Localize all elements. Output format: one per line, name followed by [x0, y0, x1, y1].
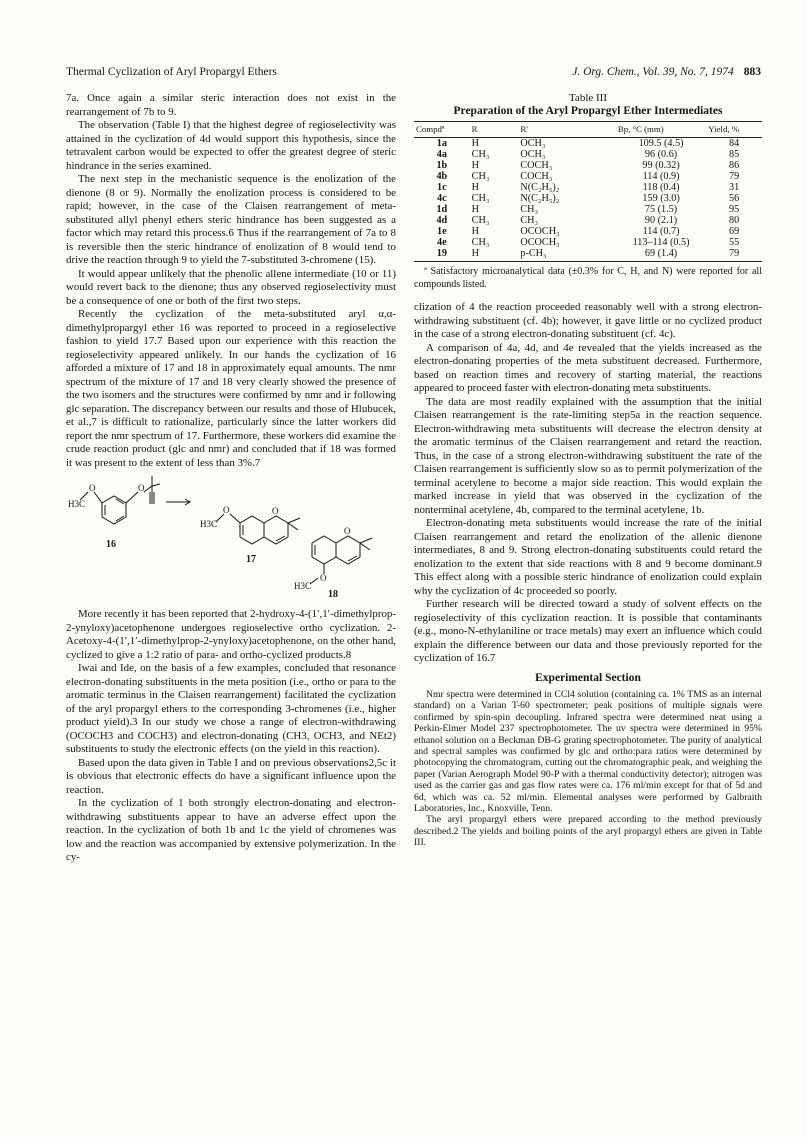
table-iii: [414, 121, 762, 262]
label-h3c-16: H3C: [68, 499, 86, 509]
table-cell: 99 (0.32): [642, 160, 680, 171]
table-cell: 1d: [436, 204, 448, 215]
compound-number-18: 18: [328, 589, 338, 600]
table-cell: 4d: [436, 215, 448, 226]
table-row: [414, 193, 762, 204]
paragraph: Based upon the data given in Table I and on previous observations2,5c it is obvious that electronic effects do have a significant influence upon the reaction.: [66, 756, 396, 796]
running-head-title: Thermal Cyclization of Aryl Propargyl Ethers: [66, 66, 277, 78]
experimental-paragraph: Nmr spectra were determined in CCl4 solution (containing ca. 1% TMS as an internal standard) on a Varian T-60 spectrometer; peak positions of multiple signals were confirmed by spin-spin decoupling. Infrared spectra were determined neat using a Perkin-Elmer Model 237 spectrophotometer. The uv spectra were determined in 95% ethanol solution on a Beckman DB-G grating spectrophotometer. The purity of analytical and spectral samples was confirmed by glc and ortho:para ratios were determined by photocopying the chromatogram, cutting out the chromatographic peak, and weighing the paper (Varian Aerograph Model 90-P with a thermal conductivity detector); nitrogen was used as the carrier gas and gas flow rates were ca. 176 ml/min except for that of 5d and 6d, which was ca. 52 ml/min. Elemental analyses were performed by Galbraith Laboratories, Inc., Knoxville, Tenn.: [414, 689, 762, 815]
table-cell: H: [470, 248, 519, 262]
table-cell: CH₃: [520, 215, 539, 226]
table-cell: CH₃: [471, 237, 490, 248]
table-cell: OCOCH₃: [520, 226, 560, 237]
table-cell: 114 (0.9): [642, 171, 680, 182]
column-header: Yield, %: [706, 122, 762, 138]
table-cell: 90 (2.1): [644, 215, 678, 226]
table-row: [414, 160, 762, 171]
table-cell: 56: [729, 193, 740, 204]
label-o-18b: O: [344, 526, 351, 536]
table-number: Table III: [568, 92, 607, 104]
label-o-17a: O: [223, 505, 230, 515]
table-cell: 159 (3.0): [642, 193, 680, 204]
label-o-16b: O: [138, 483, 145, 493]
chromene-ring-18: [312, 536, 336, 564]
column-header: R: [470, 122, 519, 138]
column-header: Bp, °C (mm): [616, 122, 706, 138]
paragraph: The observation (Table I) that the highest degree of regioselectivity was attained in the cyclization of 4d would support this hypothesis, since the tetravalent carbon would be expected to offer the greatest degree of steric hindrance in the series examined.: [66, 119, 396, 172]
table-footnote: ª Satisfactory microanalytical data (±0.3% for C, H, and N) were reported for all compounds listed.: [414, 266, 762, 290]
table-row: [414, 171, 762, 182]
table-cell: 69: [729, 226, 740, 237]
paragraph: More recently it has been reported that 2-hydroxy-4-(1′,1′-dimethylprop-2-ynyloxy)acetophenone undergoes regioselective ortho cyclization. 2-Acetoxy-4-(1′,1′-dimethylprop-2-ynyloxy)acetophenone, on the other hand, cyclized to give a 1:2 ratio of para- and ortho-cyclized products.8: [66, 608, 396, 661]
table-cell: 114 (0.7): [642, 226, 680, 237]
table-cell: 4a: [436, 149, 447, 160]
table-cell: OCH₃: [520, 149, 546, 160]
table-cell: N(C₂H₅)₂: [520, 193, 560, 204]
table-cell: COCH₃: [520, 171, 553, 182]
paragraph: It would appear unlikely that the phenolic allene intermediate (10 or 11) would revert back to the dienone; thus any observed regioselectivity must be a consequence of one or both of the first two steps.: [66, 267, 396, 307]
paragraph: In the cyclization of 1 both strongly electron-donating and electron-withdrawing substituents appear to have an adverse effect upon the reaction. In the cyclization of both 1b and 1c the yield of chromenes was low and the reaction was accompanied by extensive polymerization. In the cy-: [66, 797, 396, 863]
table-cell: 1c: [437, 182, 447, 193]
paragraph: Recently the cyclization of the meta-substituted aryl α,α-dimethylpropargyl ether 16 was reported to proceed in a regioselective fashion to yield 17.7 Based upon our experience with this reaction the regioselectivity appeared unlikely. In our hands the cyclization of 16 afforded a mixture of 17 and 18 in approximately equal amounts. The nmr spectrum of the mixture of 17 and 18 very clearly showed the presence of the two isomers and the structures were confirmed by nmr and ir following glc separation. The discrepancy between our results and those of Hlubucek, et al.,7 is difficult to rationalize, particularly since the latter workers did report the nmr spectrum of 17. Furthermore, these workers did examine the crude reaction product (glc and nmr) and concluded that if 18 was formed it was present to the extent of less than 3%.7: [66, 308, 396, 469]
table-cell: OCH₃: [520, 138, 546, 149]
label-o-17b: O: [272, 506, 279, 516]
paragraph: Iwai and Ide, on the basis of a few examples, concluded that resonance electron-donating substituents in the meta position (i.e., ortho or para to the aromatic terminus in the Claisen rearrangement) facilitated the cyclization of the aryl propargyl ethers to the corresponding 3-chromenes (i.e., higher product yield).3 In our study we chose a range of electron-withdrawing (OCOCH3 and COCH3) and electron-donating (CH3, OCH3, and NEt2) substituents to study the electronic effects (on the yield in this reaction).: [66, 662, 396, 755]
table-cell: 113–114 (0.5): [632, 237, 690, 248]
table-cell: 109.5 (4.5): [638, 138, 684, 149]
table-cell: H: [471, 226, 480, 237]
benzene-ring-16: [102, 496, 126, 524]
table-row: [414, 204, 762, 215]
column-header: R′: [518, 122, 615, 138]
table-row: [414, 138, 762, 150]
table-cell: H: [471, 160, 480, 171]
table-cell: CH₃: [520, 204, 539, 215]
table-cell: COCH₃: [520, 160, 553, 171]
table-row: [414, 237, 762, 248]
label-o-16a: O: [89, 483, 96, 493]
table-cell: 1b: [436, 160, 448, 171]
paragraph: The next step in the mechanistic sequence is the enolization of the dienone (8 or 9). Normally the enolization process is considered to be rapid; however, in the case of the Claisen rearrangement of meta-substituted allyl phenyl ethers steric hindrance has been suggested as a factor which may retard this process.6 Thus if the rearrangement of 7a to 8 is reversible then the steric hindrance of enolization of 8 would tend to drive the reaction through 9 to yield the 7-substituted 3-chromene (15).: [66, 173, 396, 266]
table-cell: 86: [729, 160, 740, 171]
compound-number-17: 17: [246, 554, 256, 565]
running-head-journal: [572, 66, 761, 78]
table-cell: 118 (0.4): [642, 182, 680, 193]
table-cell: H: [471, 138, 480, 149]
label-h3c-18: H3C: [294, 581, 312, 591]
table-cell: 79: [706, 248, 762, 262]
paragraph: A comparison of 4a, 4d, and 4e revealed that the yields increased as the electron-donating properties of the meta substituent decreased. Furthermore, based on reaction times and recovery of starting material, the reactions appeared to proceed faster with electron-donating meta substituents.: [414, 341, 762, 394]
table-cell: CH₃: [471, 171, 490, 182]
table-cell: p-CH₃: [518, 248, 615, 262]
paragraph: Electron-donating meta substituents would increase the rate of the initial Claisen rearrangement and retard the enolization of the allenic dienone intermediates, 8 and 9. Strong electron-donating substituents could retard the enolization to the extent that side reactions with 8 and 9 become dominant.9 This effect along with a possible steric hindrance of enolization could explain why the cyclization of 4c proceeded so poorly.: [414, 517, 762, 597]
table-cell: 95: [729, 204, 740, 215]
journal-citation: J. Org. Chem., Vol. 39, No. 7, 1974: [572, 66, 734, 78]
table-cell: 1a: [436, 138, 447, 149]
right-column: [414, 92, 762, 849]
table-row: [414, 226, 762, 237]
label-h3c-17: H3C: [200, 519, 218, 529]
table-cell: 4b: [436, 171, 448, 182]
table-body: [414, 138, 762, 262]
table-row: [414, 248, 762, 262]
table-cell: OCOCH₃: [520, 237, 560, 248]
table-cell: 4c: [437, 193, 447, 204]
table-cell: CH₃: [471, 193, 490, 204]
running-head: [66, 66, 761, 82]
table-row: [414, 182, 762, 193]
table-cell: N(C₂H₅)₂: [520, 182, 560, 193]
reaction-scheme-figure: [66, 474, 396, 602]
table-cell: 69 (1.4): [616, 248, 706, 262]
table-cell: 4e: [437, 237, 447, 248]
table-cell: 84: [729, 138, 740, 149]
table-cell: 80: [729, 215, 740, 226]
table-cell: 96 (0.6): [644, 149, 678, 160]
table-cell: H: [471, 204, 480, 215]
compound-number-16: 16: [106, 539, 116, 550]
experimental-paragraph: The aryl propargyl ethers were prepared according to the method previously described.2 The yields and boiling points of the aryl propargyl ethers are given in Table III.: [414, 814, 762, 849]
table-cell: CH₃: [471, 215, 490, 226]
table-cell: CH₃: [471, 149, 490, 160]
table-cell: H: [471, 182, 480, 193]
table-caption: [414, 92, 762, 118]
table-row: [414, 149, 762, 160]
paragraph: Further research will be directed toward a study of solvent effects on the regioselectivity of this cyclization reaction. It is possible that contaminants (e.g., mono-N-ethylaniline or trace metals) may exert an influence which could explain the difference between our data and those previously reported for the cyclization of 16.7: [414, 598, 762, 664]
table-cell: 79: [729, 171, 740, 182]
table-header-row: [414, 122, 762, 138]
table-cell: 31: [729, 182, 740, 193]
paragraph: clization of 4 the reaction proceeded reasonably well with a strong electron-withdrawing substituent (cf. 4b); however, it gave little or no cyclized product in the case of a strong electron-donating substituent (cf. 4c).: [414, 301, 762, 340]
table-cell: 75 (1.5): [644, 204, 678, 215]
table-row: [414, 215, 762, 226]
column-header: Compdª: [414, 122, 470, 138]
table-cell: 55: [729, 237, 740, 248]
paragraph: The data are most readily explained with the assumption that the initial Claisen rearrangement is the rate-limiting step5a in the reaction sequence. Electron-withdrawing meta substituents will decrease the electron density at the aromatic terminus of the Claisen rearrangement and retard the reaction. Thus, in the case of a strong electron-withdrawing substituent the rate of the Claisen rearrangement is sufficiently slow so as to permit polymerization of the terminal acetylene to become a major side reaction. This would explain the marked increase in yield that was observed in the cyclization of the nonterminal acetylene, 4b, compared to the terminal acetylene, 1b.: [414, 395, 762, 516]
section-heading: Experimental Section: [535, 671, 641, 684]
table-cell: 19: [414, 248, 470, 262]
paragraph: 7a. Once again a similar steric interaction does not exist in the rearrangement of 7b to 9.: [66, 92, 396, 118]
table-title: Preparation of the Aryl Propargyl Ether Intermediates: [453, 105, 723, 117]
chromene-ring-17: [240, 516, 264, 544]
label-o-18a: O: [320, 573, 327, 583]
left-column: [66, 92, 396, 865]
table-cell: 1e: [437, 226, 447, 237]
page-number: 883: [743, 66, 761, 78]
table-cell: 85: [729, 149, 740, 160]
